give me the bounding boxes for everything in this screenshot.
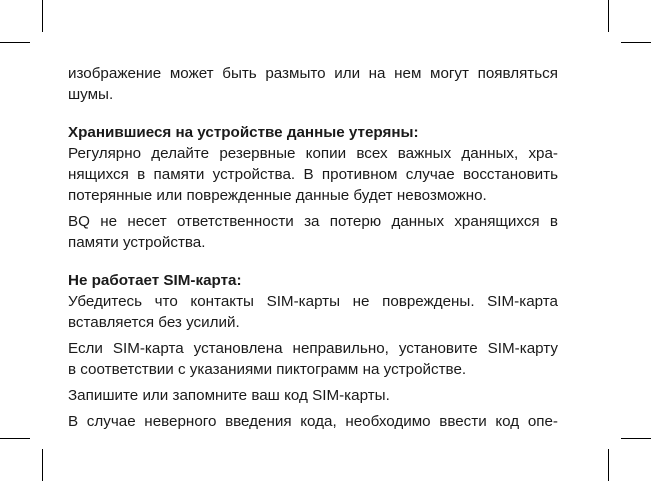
- crop-mark-bottom-right-horizontal: [621, 438, 651, 439]
- text-line: Регулярно делайте резервные копии всех важных данных, хра-: [68, 145, 558, 162]
- crop-mark-top-right-vertical: [608, 0, 609, 32]
- crop-mark-top-right-horizontal: [621, 42, 651, 43]
- crop-mark-bottom-right-vertical: [608, 449, 609, 481]
- crop-mark-top-left-horizontal: [0, 42, 30, 43]
- text-line: Запишите или запомните ваш код SIM-карты.: [68, 387, 390, 404]
- text-line: памяти устройства.: [68, 234, 206, 251]
- text-line: потерянные или поврежденные данные будет невозможно.: [68, 187, 487, 204]
- paragraph-sim-code: [68, 385, 558, 406]
- text-line: Если SIM-карта установлена неправильно, установите SIM-карту: [68, 340, 558, 357]
- text-line: Убедитесь что контакты SIM-карты не повреждены. SIM-карта: [68, 293, 558, 310]
- text-line: изображение может быть размыто или на нем могут появляться: [68, 65, 558, 82]
- paragraph-liability: [68, 211, 558, 253]
- crop-mark-top-left-vertical: [42, 0, 43, 32]
- page-body: [68, 63, 558, 437]
- text-line: BQ не несет ответственности за потерю данных хранящихся в: [68, 213, 558, 230]
- paragraph-sim-install: [68, 338, 558, 380]
- text-line: в соответствии с указаниями пиктограмм на устройстве.: [68, 361, 467, 378]
- paragraph-wrong-code: [68, 411, 558, 432]
- paragraph-backup: [68, 143, 558, 206]
- text-line: нящихся в памяти устройства. В противном случае восстановить: [68, 166, 558, 183]
- text-line: шумы.: [68, 86, 114, 103]
- paragraph-sim-contacts: [68, 291, 558, 333]
- text-line: В случае неверного введения кода, необходимо ввести код опе-: [68, 413, 558, 430]
- section-heading-data-lost: Хранившиеся на устройстве данные утеряны:: [68, 124, 419, 141]
- crop-mark-bottom-left-horizontal: [0, 438, 30, 439]
- crop-mark-bottom-left-vertical: [42, 449, 43, 481]
- text-line: вставляется без усилий.: [68, 314, 240, 331]
- section-heading-sim-not-working: Не работает SIM-карта:: [68, 272, 242, 289]
- paragraph-image-noise: [68, 63, 558, 105]
